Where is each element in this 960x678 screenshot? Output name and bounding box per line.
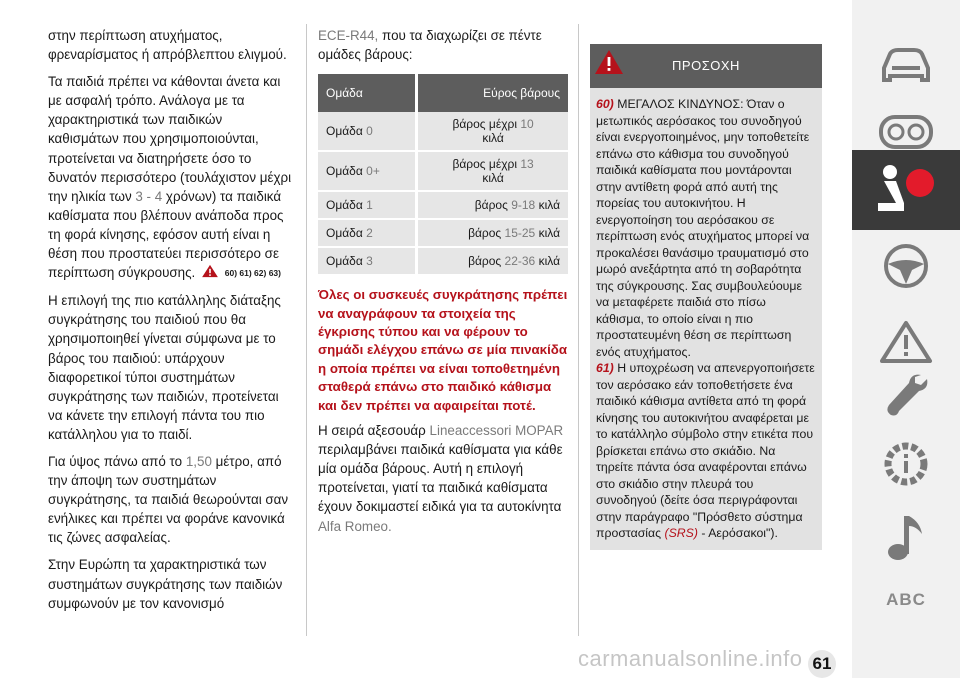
text: που τα διαχωρίζει σε πέντε ομάδες βάρους: — [318, 28, 542, 63]
caution-body — [590, 88, 822, 542]
weight-cell: βάρος μέχρι 13 κιλά — [417, 151, 568, 191]
paragraph: Στην Ευρώπη τα χαρακτηριστικά των συστημάτων συγκράτησης των παιδιών συμφωνούν με τον κανονισμό — [48, 557, 283, 611]
chapter-car-icon[interactable] — [876, 38, 936, 94]
note-text: ΜΕΓΑΛΟΣ ΚΙΝΔΥΝΟΣ: Όταν ο μετωπικός αερόσακος του συνοδηγού είναι ενεργοποιημένος, μην τοποθετείτε επάνω στο κάθισμα του συνοδηγού παιδικά καθίσματα που μοντάρονται στην αντίθετη φορά από αυτή της πορείας του αυτοκινήτου. Η ενεργοποίηση του αερόσακου σε περίπτωση ενός ατυχήματος μπορεί να προκαλέσει θανάσιμο τραυματισμό στο μωρό ανεξάρτητα από τη σοβαρότητα της σύγκρουσης. Σας συμβουλεύουμε να μεταφέρετε παιδιά στο πίσω κάθισμα, το οποίο είναι η πιο προστατευμένη θέση σε περίπτωση ενός ατυχήματος. — [596, 97, 810, 359]
group-cell: Ομάδα 1 — [318, 191, 417, 219]
warning-references[interactable]: 60) 61) 62) 63) — [224, 268, 281, 279]
text-column-1 — [48, 26, 296, 621]
text: Τα παιδιά πρέπει να κάθονται άνετα και με ασφαλή τρόπο. Ανάλογα με τα χαρακτηριστικά των παιδικών καθισμάτων που χρησιμοποιούνται, προτείνεται να διατηρήσετε όσο το δυνατόν περισσότερο (τουλάχιστον μέχρι την ηλικία των — [48, 74, 292, 204]
dashboard-icon — [878, 114, 934, 150]
caution-box — [590, 44, 822, 550]
group-cell: Ομάδα 0 — [318, 112, 417, 151]
table-header-group: Ομάδα — [318, 74, 417, 112]
regulation-code: ECE-R44, — [318, 28, 379, 43]
paragraph-rear-facing — [48, 72, 296, 283]
text: μέτρο, από την άποψη των συστημάτων συγκράτησης, τα παιδιά θεωρούνται σαν ενήλικες και πρέπει να φοράνε κανονικά τις ζώνες ασφαλείας. — [48, 453, 289, 546]
chapter-safety-icon[interactable] — [852, 150, 960, 230]
srs-label: (SRS) — [664, 526, 698, 540]
table-row — [318, 247, 568, 275]
paragraph: στην περίπτωση ατυχήματος, φρεναρίσματος ή απρόβλεπτου ελιγμού. — [48, 28, 287, 63]
note-text: - Αερόσακοι"). — [701, 526, 778, 540]
car-icon — [878, 46, 934, 86]
car-brand: Alfa Romeo. — [318, 518, 392, 534]
paragraph-regulation — [318, 26, 568, 64]
table-row — [318, 219, 568, 247]
caution-header — [590, 44, 822, 88]
note-text: Η υποχρέωση να απενεργοποιήσετε τον αερόσακο εάν τοποθετήσετε ένα παιδικό κάθισμα αντίθετα από τη φορά κίνησης του αυτοκινήτου αναφέρεται με το κατάλληλο σύμβολο στην ετικέτα που βρίσκεται επάνω στο σκιάδιο. Να τηρείτε πάντα όσα αναφέρονται επάνω στο σκιάδιο στην πλευρά του συνοδηγού (δείτε όσα περιγράφονται στην παράγραφο "Πρόσθετο σύστημα προστασίας — [596, 361, 815, 540]
table-row — [318, 112, 568, 151]
music-note-icon — [884, 512, 928, 564]
group-cell: Ομάδα 3 — [318, 247, 417, 275]
text: χρόνων) τα παιδικά καθίσματα που βλέπουν ανάποδα προς τη φορά κίνησης, εφόσον αυτή είναι η θέση που προστατεύει περισσότερο σε περίπτωση σύγκρουσης. — [48, 188, 284, 281]
height-value: 1,50 — [185, 453, 212, 469]
age-range: 3 - 4 — [135, 188, 163, 204]
note-number: 61) — [596, 361, 614, 375]
brand-name: Lineaccessori MOPAR — [429, 423, 564, 439]
index-label: ABC — [886, 590, 926, 609]
paragraph: Η επιλογή της πιο κατάλληλης διάταξης συγκράτησης του παιδιού που θα χρησιμοποιηθεί γίνεται σύμφωνα με το βάρος του παιδιού: υπάρχουν διαφορετικοί τύποι συστημάτων συγκράτησης των παιδιών, προτείνεται να κάνετε την επιλογή πάντα του πιο κατάλληλου για το παιδί. — [48, 293, 281, 442]
chapter-maintenance-icon[interactable] — [876, 368, 936, 424]
caution-note-60 — [596, 96, 816, 360]
watermark: carmanualsonline.info — [578, 646, 803, 671]
caution-note-61 — [596, 360, 816, 542]
caution-title: ΠΡΟΣΟΧΗ — [672, 58, 740, 73]
wrench-icon — [881, 371, 931, 421]
chapter-specs-icon[interactable] — [876, 436, 936, 492]
table-row — [318, 191, 568, 219]
paragraph-height — [48, 452, 296, 547]
steering-wheel-icon — [882, 242, 930, 290]
page-number: 61 — [808, 650, 836, 678]
chapter-steering-icon[interactable] — [876, 238, 936, 294]
column-divider — [306, 24, 307, 636]
info-gear-icon — [881, 439, 931, 489]
text-column-2 — [318, 26, 568, 544]
column-divider — [578, 24, 579, 636]
weight-cell: βάρος 9-18 κιλά — [417, 191, 568, 219]
warning-icon — [879, 319, 933, 365]
weight-groups-table — [318, 74, 568, 276]
note-number: 60) — [596, 97, 614, 111]
text: περιλαμβάνει παιδικά καθίσματα για κάθε μία ομάδα βάρους. Αυτή η επιλογή προτείνεται, γιατί τα παιδικά καθίσματα έχουν δοκιμαστεί ειδικά για τα αυτοκίνητα — [318, 442, 563, 515]
weight-cell: βάρος 22-36 κιλά — [417, 247, 568, 275]
warning-icon — [201, 264, 219, 278]
weight-cell: βάρος μέχρι 10 κιλά — [417, 112, 568, 151]
group-cell: Ομάδα 2 — [318, 219, 417, 247]
group-cell: Ομάδα 0+ — [318, 151, 417, 191]
approval-notice: Όλες οι συσκευές συγκράτησης πρέπει να αναγράφουν τα στοιχεία της έγκρισης τύπου και να φέρουν το σημάδι ελέγχου επάνω σε μία πινακίδα η οποία πρέπει να είναι τοποθετημένη σταθερά επάνω στο παιδικό κάθισμα και δεν πρέπει να αφαιρείται ποτέ. — [318, 287, 568, 413]
chapter-sidebar — [852, 0, 960, 678]
text: Η σειρά αξεσουάρ — [318, 423, 426, 439]
airbag-icon — [874, 163, 938, 217]
chapter-multimedia-icon[interactable] — [876, 510, 936, 566]
text: Για ύψος πάνω από το — [48, 453, 183, 469]
chapter-index[interactable] — [876, 572, 936, 628]
paragraph-accessories — [318, 421, 568, 536]
weight-cell: βάρος 15-25 κιλά — [417, 219, 568, 247]
table-header-weight: Εύρος βάρους — [417, 74, 568, 112]
table-row — [318, 151, 568, 191]
chapter-warning-icon[interactable] — [876, 314, 936, 370]
